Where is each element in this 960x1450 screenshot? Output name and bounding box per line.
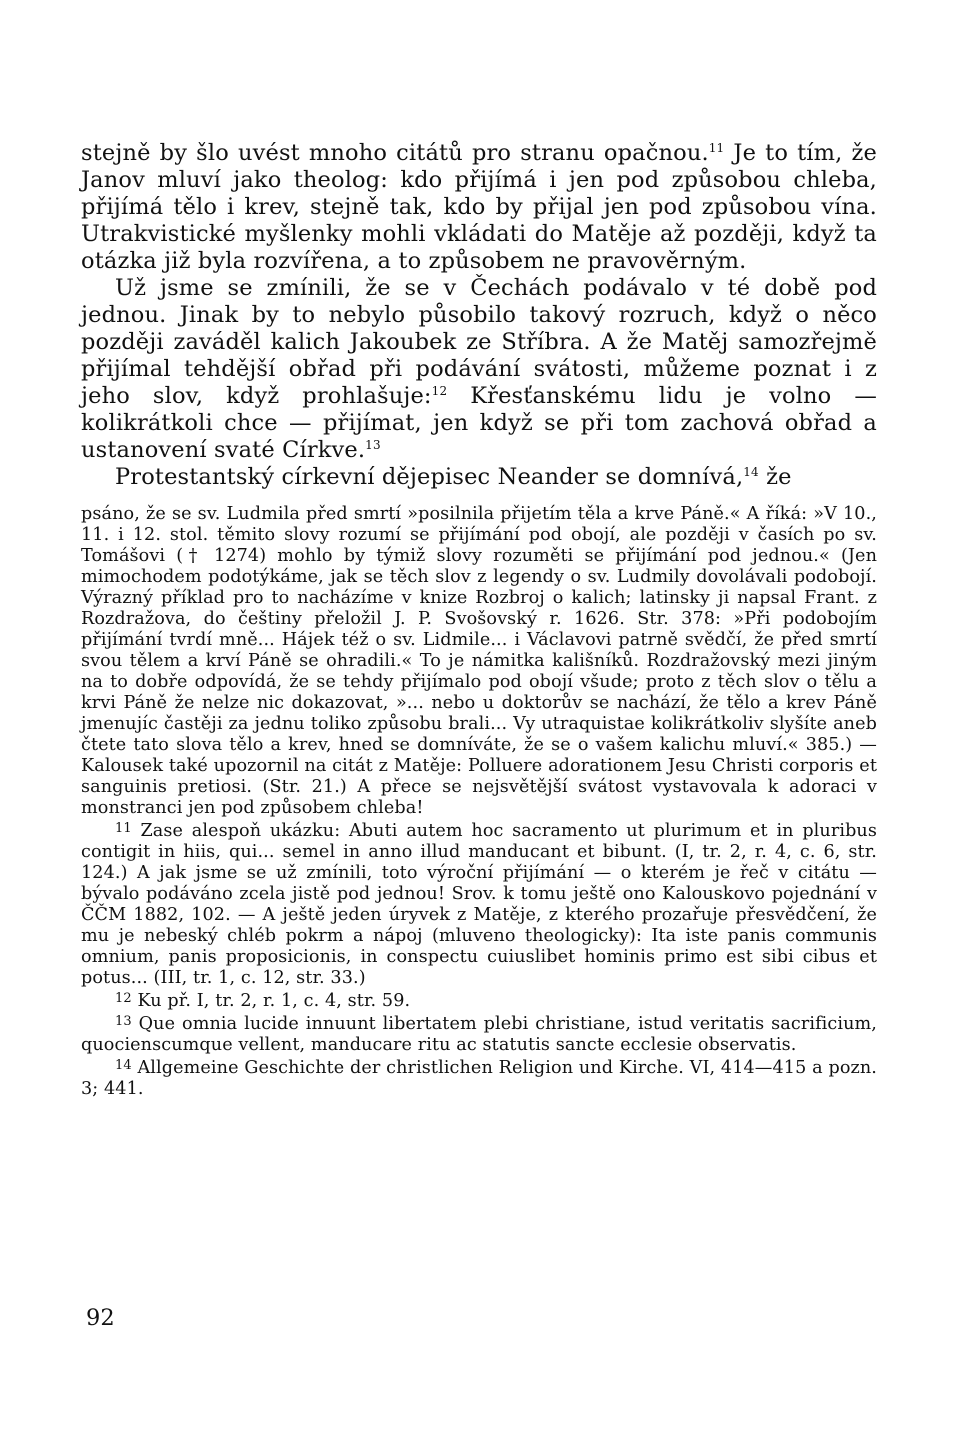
main-text xyxy=(81,140,877,491)
footnote-11-mark: 11 xyxy=(115,821,132,836)
footnote-14-text: Allgemeine Geschichte der christlichen Religion und Kirche. VI, 414—415 a pozn. 3; 441. xyxy=(81,1058,877,1099)
paragraph-2-text-b: Křesťanskému lidu je volno — kolikrátkoli chce — přijímat, jen když se při tom zachová obřad a ustanovení svaté Církve. xyxy=(81,383,878,463)
footnote-11-text: Zase alespoň ukázku: Abuti autem hoc sacramento ut plurimum et in pluribus contigit in hiis, qui... semel in anno illud manducant et bibunt. (I, tr. 2, r. 4, c. 6, str. 124.) A jak jsme se už zmínili, toto výroční přijímání — o kterém je řeč v citátu — bývalo podáváno zcela jistě pod jednou! Srov. k tomu ještě ono Kalouskovo pojednání v ČČM 1882, 102. — A ještě jeden úryvek z Matěje, z kterého prozařuje přesvědčení, že mu je nebeský chléb pokrm a nápoj (mluveno theologicky): Ita iste panis communis omnium, panis proposicionis, in conspectu cuiuslibet hominis primo est sibi cibus et potus... (III, tr. 1, c. 12, str. 33.) xyxy=(81,821,877,988)
footnote-ref-11[interactable]: 11 xyxy=(708,141,725,155)
paragraph-3 xyxy=(81,464,877,491)
footnote-continuation: psáno, že se sv. Ludmila před smrtí »posilnila přijetím těla a krve Páně.« A říká: »V 10., 11. i 12. stol. těmito slovy rozumí se přijímání pod obojí, ale později v časích po sv. Tomášovi († 1274) mohlo by týmiž slovy rozuměti se přijímání pod jednou.« (Jen mimochodem podotýkáme, jak se těch slov z legendy o sv. Ludmily dovolávali podobojí. Výrazný příklad pro to nacházíme v knize Rozbroj o kalich; latinsky ji napsal Frant. z Rozdražova, do češtiny přeložil J. P. Svošovský r. 1626. Str. 378: »Při podobojím přijímání tvrdí mně... Hájek též o sv. Lidmile... i Václavovi patrně svědčí, že před smrtí svou tělem a krví Páně se ohradili.« To je námitka kališníků. Rozdražovský mezi jiným na to dobře odpovídá, že se tehdy přijímalo pod obojí všude; proto z těch slov o tělu a krvi Páně že nelze nic dokazovat, »... nebo u doktorův se nachází, že tělo a krev Páně jmenujíc častěji za jednu toliko způsobu brali... Vy utraquistae kolikrátkoliv slyšíte aneb čtete tato slova tělo a krev, hned se domníváte, že se o vašem kalichu mluví.« 385.) — Kalousek také upozornil na citát z Matěje: Polluere adorationem Jesu Christi corporis et sanguinis pretiosi. (Str. 21.) A přece se nejsvětější svátost vystavovala k adoraci v monstranci jen pod způsobem chleba! xyxy=(81,504,877,818)
paragraph-1 xyxy=(81,140,877,275)
footnote-13 xyxy=(81,1014,877,1056)
page-number: 92 xyxy=(86,1305,115,1331)
footnote-12-mark: 12 xyxy=(115,991,132,1006)
paragraph-2 xyxy=(81,275,877,464)
footnote-12-text: Ku př. I, tr. 2, r. 1, c. 4, str. 59. xyxy=(137,991,411,1011)
footnote-13-mark: 13 xyxy=(115,1014,132,1029)
footnote-14 xyxy=(81,1058,877,1100)
footnote-ref-14[interactable]: 14 xyxy=(743,465,759,479)
footnote-12 xyxy=(81,991,877,1012)
page-body xyxy=(81,140,877,1100)
paragraph-2-text-a: Už jsme se zmínili, že se v Čechách podávalo v té době pod jednou. Jinak by to nebylo působilo takový rozruch, když o něco později zaváděl kalich Jakoubek ze Stříbra. A že Matěj samozřejmě přijímal tehdější obřad při podávání svátosti, můžeme poznat i z jeho slov, když prohlašuje: xyxy=(81,275,877,409)
paragraph-3-text-b: že xyxy=(758,464,792,490)
paragraph-1-text-a: stejně by šlo uvést mnoho citátů pro stranu opačnou. xyxy=(81,140,709,166)
footnote-14-mark: 14 xyxy=(115,1058,132,1073)
paragraph-3-text-a: Protestantský církevní dějepisec Neander se domnívá, xyxy=(115,464,744,490)
footnote-13-text: Que omnia lucide innuunt libertatem plebi christiane, istud veritatis sacrificium, quocienscumque vellent, manducare ritu ac statutis sancte ecclesie observatis. xyxy=(81,1014,877,1055)
footnote-ref-12[interactable]: 12 xyxy=(431,384,448,398)
footnote-11 xyxy=(81,821,877,989)
footnote-ref-13[interactable]: 13 xyxy=(365,438,381,452)
footnotes xyxy=(81,504,877,1100)
paragraph-1-text-b: Je to tím, že Janov mluví jako theolog: kdo přijímá i jen pod způsobou chleba, přijímá tělo i krev, stejně tak, kdo by přijal jen pod způsobou vína. Utrakvistické myšlenky mohli vkládati do Matěje až později, když ta otázka již byla rozvířena, a to způsobem ne pravověrným. xyxy=(81,140,878,274)
